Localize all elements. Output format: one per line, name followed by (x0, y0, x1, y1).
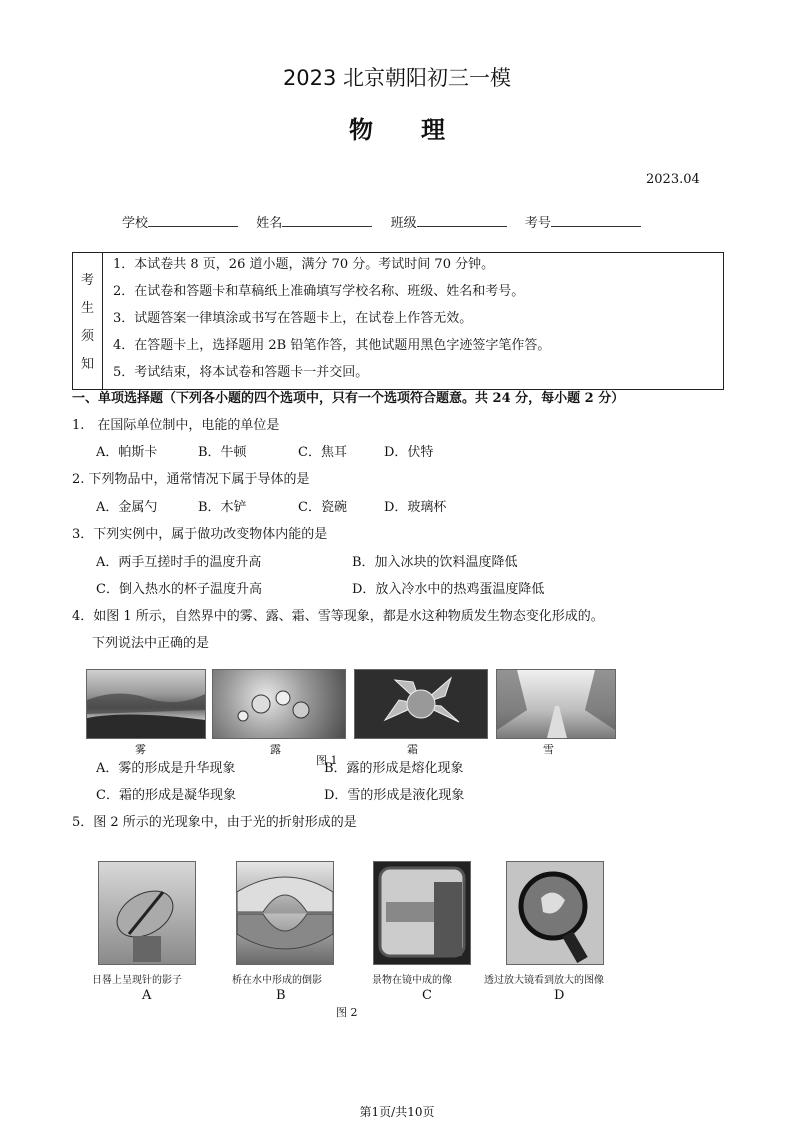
figure1-caption: 雾 (135, 743, 146, 756)
figure2-caption: 景物在镜中成的像 (372, 975, 452, 986)
info-fields (122, 212, 641, 232)
figure1-label: 图 1 (316, 754, 338, 767)
page-footer: 第1页/共10页 (359, 1105, 435, 1119)
mirror-photo-art (374, 862, 470, 964)
figure2-caption: 透过放大镜看到放大的图像 (484, 975, 604, 986)
figure2-letter: C (422, 988, 432, 1003)
figure2-label: 图 2 (336, 1006, 358, 1019)
bridge-photo-art (237, 862, 333, 964)
magnifier-photo (506, 861, 604, 965)
sundial-photo (98, 861, 196, 965)
option: A．两手互搓时手的温度升高 (96, 555, 262, 570)
magnifier-photo-art (507, 862, 603, 964)
notice-label-char: 知 (81, 357, 95, 372)
option: C．焦耳 (298, 445, 347, 460)
field-school-input[interactable] (148, 212, 238, 227)
subject-title: 物 理 (349, 116, 445, 144)
mirror-photo (373, 861, 471, 965)
notice-item: 2．在试卷和答题卡和草稿纸上准确填写学校名称、班级、姓名和考号。 (113, 284, 525, 299)
section-heading: 一、单项选择题（下列各小题的四个选项中，只有一个选项符合题意。共 24 分，每小题 2 分） (72, 391, 625, 406)
question-stem: 1. 在国际单位制中，电能的单位是 (72, 418, 280, 433)
question-stem: 5．图 2 所示的光现象中，由于光的折射形成的是 (72, 815, 357, 830)
option: B．加入冰块的饮料温度降低 (352, 555, 518, 570)
option: A．金属勺 (96, 500, 158, 515)
frost-photo-art (355, 670, 487, 738)
figure2-letter: B (276, 988, 286, 1003)
question-stem-continued: 下列说法中正确的是 (92, 636, 210, 651)
option: C．瓷碗 (298, 500, 347, 515)
sundial-photo-art (99, 862, 195, 964)
figure1-caption: 雪 (543, 743, 554, 756)
notice-item: 3．试题答案一律填涂或书写在答题卡上，在试卷上作答无效。 (113, 311, 473, 326)
field-id-label: 考号 (524, 216, 551, 231)
field-id-input[interactable] (551, 212, 641, 227)
option: B．露的形成是熔化现象 (324, 761, 464, 776)
question-stem: 3．下列实例中，属于做功改变物体内能的是 (72, 527, 328, 542)
fog-photo (86, 669, 206, 739)
notice-box (72, 252, 724, 390)
option: B．木铲 (198, 500, 247, 515)
notice-label (73, 253, 103, 389)
option: D．玻璃杯 (384, 500, 447, 515)
option: B．牛顿 (198, 445, 247, 460)
figure2-letter: A (142, 988, 152, 1003)
question-stem: 4．如图 1 所示，自然界中的雾、露、霜、雪等现象，都是水这种物质发生物态变化形成的。 (72, 609, 604, 624)
option: D．雪的形成是液化现象 (324, 788, 465, 803)
frost-photo (354, 669, 488, 739)
field-name-input[interactable] (282, 212, 372, 227)
notice-item: 4．在答题卡上，选择题用 2B 铅笔作答，其他试题用黑色字迹签字笔作答。 (113, 338, 551, 353)
option: C．倒入热水的杯子温度升高 (96, 582, 262, 597)
figure2-caption: 日晷上呈现针的影子 (92, 975, 182, 986)
option: D．放入冷水中的热鸡蛋温度降低 (352, 582, 545, 597)
exam-title: 2023 北京朝阳初三一模 (282, 66, 512, 90)
fog-photo-art (87, 670, 205, 738)
figure1-caption: 霜 (407, 743, 418, 756)
option: A．雾的形成是升华现象 (96, 761, 236, 776)
snow-photo (496, 669, 616, 739)
option: C．霜的形成是凝华现象 (96, 788, 236, 803)
dew-photo-art (213, 670, 345, 738)
notice-label-char: 须 (81, 329, 95, 344)
field-class-input[interactable] (417, 212, 507, 227)
option: A．帕斯卡 (96, 445, 158, 460)
question-stem: 2. 下列物品中，通常情况下属于导体的是 (72, 472, 310, 487)
notice-item: 5．考试结束，将本试卷和答题卡一并交回。 (113, 365, 369, 380)
dew-photo (212, 669, 346, 739)
field-school-label: 学校 (122, 216, 149, 231)
notice-label-char: 考 (81, 273, 95, 288)
figure2-letter: D (554, 988, 565, 1003)
field-name-label: 姓名 (256, 216, 283, 231)
notice-label-char: 生 (81, 301, 95, 316)
figure1-caption: 露 (270, 743, 281, 756)
option: D．伏特 (384, 445, 434, 460)
bridge-photo (236, 861, 334, 965)
field-class-label: 班级 (390, 216, 417, 231)
notice-item: 1．本试卷共 8 页，26 道小题，满分 70 分。考试时间 70 分钟。 (113, 257, 495, 272)
figure2-caption: 桥在水中形成的倒影 (232, 975, 322, 986)
snow-photo-art (497, 670, 615, 738)
exam-date: 2023.04 (646, 172, 700, 187)
